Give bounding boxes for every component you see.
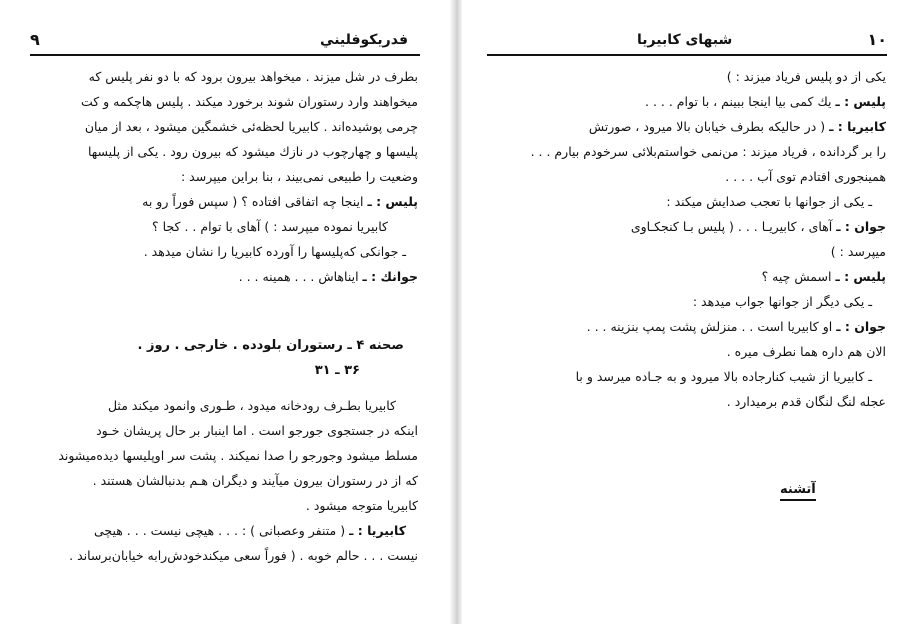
header-rule bbox=[487, 54, 887, 56]
text-line: کابیریا متوجه میشود . bbox=[305, 498, 418, 513]
dialog-line bbox=[492, 314, 886, 339]
text-line: بطرف در شل میزند . میخواهد بیرون برود که با دو نفر پلیس که bbox=[88, 69, 418, 84]
stage-direction: ـ یکی دیگر از جوانها جواب میدهد : bbox=[692, 294, 872, 309]
text-line: کابیریا بطـرف رودخانه میدود ، طـوری وانمود میکند مثل bbox=[107, 398, 396, 413]
running-title: فدريكوفليني bbox=[320, 32, 408, 48]
left-page bbox=[0, 0, 450, 624]
dialog-line bbox=[492, 89, 886, 114]
text-line: کابیریا نموده میپرسد : ) آهای با توام . . کجا ؟ bbox=[152, 219, 388, 234]
dialog-line bbox=[492, 214, 886, 239]
dialog-text: ( در حالیکه بطرف خیابان بالا میرود ، صورتش bbox=[588, 119, 826, 134]
right-page-body bbox=[492, 64, 886, 414]
speaker-name: پلیس : ـ bbox=[835, 94, 886, 109]
text-line: چرمی پوشیده‌اند . کابیریا لحظه‌ئی خشمگین میشود ، بعد از میان bbox=[84, 119, 418, 134]
dialog-text: او کابیریا است . . منزلش پشت پمپ بنزینه . . . bbox=[586, 319, 833, 334]
dialog-text: اسمش چیه ؟ bbox=[761, 269, 832, 284]
dialog-text: ایناهاش . . . همینه . . . bbox=[238, 269, 359, 284]
text-line: نیست . . . حالم خوبه . ( فوراً سعی میکندخودش‌رابه خیابان‌برساند . bbox=[69, 548, 418, 563]
right-page bbox=[462, 0, 914, 624]
text-line: همینجوری افتادم توی آب . . . . bbox=[725, 169, 886, 184]
speaker-name: پلیس : ـ bbox=[367, 194, 418, 209]
text-line: مسلط میشود وجورجو را صدا نمیکند . پشت سر اوپلیسها دیده‌میشوند bbox=[58, 448, 418, 463]
text-line: عجله لنگ لنگان قدم برمیدارد . bbox=[726, 394, 886, 409]
dialog-line bbox=[492, 114, 886, 139]
dialog-line bbox=[38, 189, 418, 214]
dialog-line bbox=[38, 518, 418, 543]
text-line: الان هم داره هما نطرف میره . bbox=[726, 344, 886, 359]
speaker-name: جوان : ـ bbox=[836, 319, 886, 334]
stage-direction: ـ یکی از جوانها با تعجب صدایش میکند : bbox=[666, 194, 872, 209]
speaker-name: جوان : ـ bbox=[836, 219, 886, 234]
scene-transition-label: آتشنه bbox=[780, 482, 816, 501]
dialog-text: آهای ، کابیریـا . . . ( پلیس بـا کنجکـاوی bbox=[630, 219, 833, 234]
scene-heading: صحنه ۴ ـ رستوران بلودده . خارجی . روز . bbox=[137, 338, 404, 353]
speaker-name: پلیس : ـ bbox=[835, 269, 886, 284]
speaker-name: کابیریا : ـ bbox=[349, 523, 406, 538]
dialog-line bbox=[38, 264, 418, 289]
page-number: ۱۰ bbox=[867, 30, 887, 49]
scene-numbers: ۳۶ ـ ۳۱ bbox=[314, 363, 360, 378]
text-line: یکی از دو پلیس فریاد میزند : ) bbox=[726, 69, 886, 84]
text-line: پلیسها و چهارچوب در نازك میشود که بیرون رود . یکی از پلیسها bbox=[87, 144, 418, 159]
text-line: میپرسد : ) bbox=[830, 244, 886, 259]
dialog-text: اینجا چه اتفاقی افتاده ؟ ( سپس فوراً رو به bbox=[142, 194, 364, 209]
speaker-name: جوانك : ـ bbox=[362, 269, 418, 284]
right-page-header bbox=[487, 30, 887, 54]
text-line: ـ کابیریا از شیب کنارجاده بالا میرود و به جـاده میرسد و با bbox=[575, 369, 872, 384]
text-line: میخواهند وارد رستوران شوند برخورد میکند . پلیس هاچکمه و کت bbox=[80, 94, 418, 109]
text-line: که از در رستوران بیرون میآیند و دیگران هـم بدنبالشان هستند . bbox=[92, 473, 418, 488]
running-title: شبهای کابیریا bbox=[637, 32, 733, 48]
text-line: وضعیت را طبیعی نمی‌بیند ، بنا براین میپرسد : bbox=[181, 169, 418, 184]
stage-direction: ـ جوانکی که‌پلیسها را آورده کابیریا را نشان میدهد . bbox=[143, 244, 406, 259]
speaker-name: کابیریا : ـ bbox=[829, 119, 886, 134]
header-rule bbox=[30, 54, 420, 56]
book-gutter bbox=[450, 0, 462, 624]
left-page-body bbox=[38, 64, 418, 568]
text-line: را بر گردانده ، فریاد میزند : من‌نمی خواستم‌بلائی سرخودم بیارم . . . bbox=[530, 144, 886, 159]
page-number: ۹ bbox=[30, 30, 40, 49]
dialog-text: ( متنفر وعصبانی ) : . . . هیچی نیست . . . هیچی bbox=[93, 523, 346, 538]
left-page-header bbox=[30, 30, 420, 54]
text-line: اینکه در جستجوی جورجو است . اما اینبار بر حال پریشان خـود bbox=[96, 423, 418, 438]
dialog-line bbox=[492, 264, 886, 289]
dialog-text: یك کمی بیا اینجا ببینم ، با توام . . . . bbox=[645, 94, 832, 109]
